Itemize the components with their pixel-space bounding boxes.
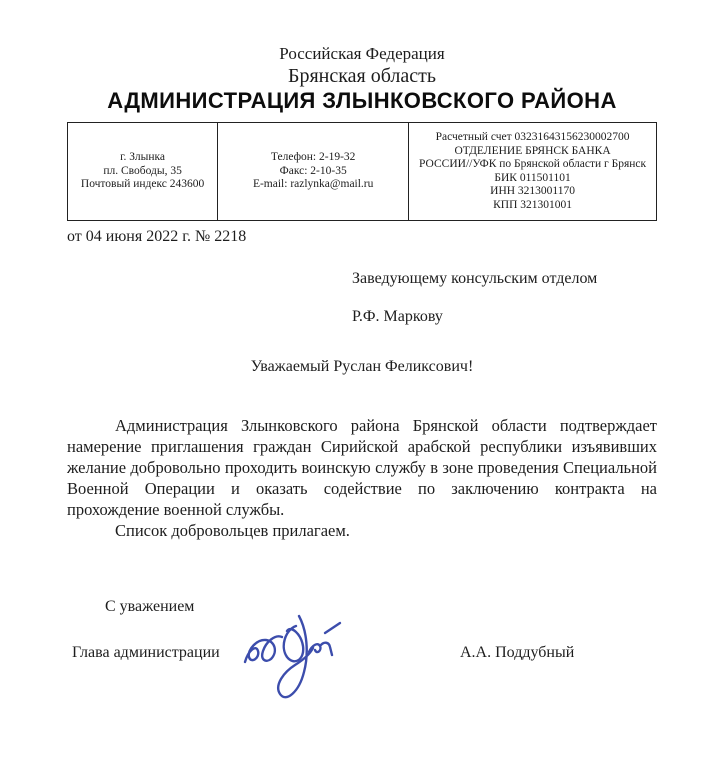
bank-detail-line: РОССИИ//УФК по Брянской области г Брянск [419, 158, 647, 170]
valediction: С уважением [105, 598, 195, 615]
bank-detail-line: БИК 011501101 [494, 171, 571, 184]
address-line: г. Злынка [120, 151, 166, 164]
bank-detail-line: КПП 321301001 [493, 198, 573, 211]
signer-title: Глава администрации [72, 644, 220, 661]
contacts-cell [218, 123, 409, 221]
enclosure-line: Список добровольцев прилагаем. [115, 521, 350, 540]
signature-strokes [245, 616, 340, 697]
letter-content [67, 44, 657, 663]
contact-line: E-mail: razlynka@mail.ru [252, 178, 374, 191]
address-line: Почтовый индекс 243600 [80, 178, 205, 191]
bank-detail-line: ИНН 3213001170 [490, 185, 576, 197]
handwritten-signature-icon [237, 598, 352, 710]
address-cell [68, 123, 218, 221]
letterhead-info-row [68, 123, 657, 221]
recipient-position: Заведующему консульским отделом [352, 270, 598, 287]
signer-name: А.А. Поддубный [460, 644, 575, 661]
region-line: Брянская область [287, 65, 437, 87]
recipient-block [352, 269, 657, 327]
country-line: Российская Федерация [279, 44, 445, 63]
organization-title: АДМИНИСТРАЦИЯ ЗЛЫНКОВСКОГО РАЙОНА [107, 88, 617, 113]
bank-detail-line: Расчетный счет 03231643156230002700 [435, 131, 630, 143]
reference-line: от 04 июня 2022 г. № 2218 [67, 228, 247, 245]
letterhead-info-table [67, 122, 657, 221]
recipient-name: Р.Ф. Маркову [352, 308, 443, 325]
bank-details-cell [409, 123, 657, 221]
signer-row [67, 642, 657, 663]
letterhead [67, 44, 657, 114]
salutation: Уважаемый Руслан Феликсович! [250, 358, 474, 375]
address-line: пл. Свободы, 35 [103, 164, 182, 177]
body-paragraph: Администрация Злынковского района Брянской области подтверждает намерение приглашения граждан Сирийской арабской республики изъявивших желание добровольно проходить воинскую службу в зоне проведения Специальной Военной Операции и оказать содействие по заключению контракта на прохождение военной службы. [67, 416, 657, 519]
contact-line: Телефон: 2-19-32 [270, 151, 356, 164]
bank-detail-line: ОТДЕЛЕНИЕ БРЯНСК БАНКА [454, 144, 611, 157]
contact-line: Факс: 2-10-35 [279, 164, 347, 177]
